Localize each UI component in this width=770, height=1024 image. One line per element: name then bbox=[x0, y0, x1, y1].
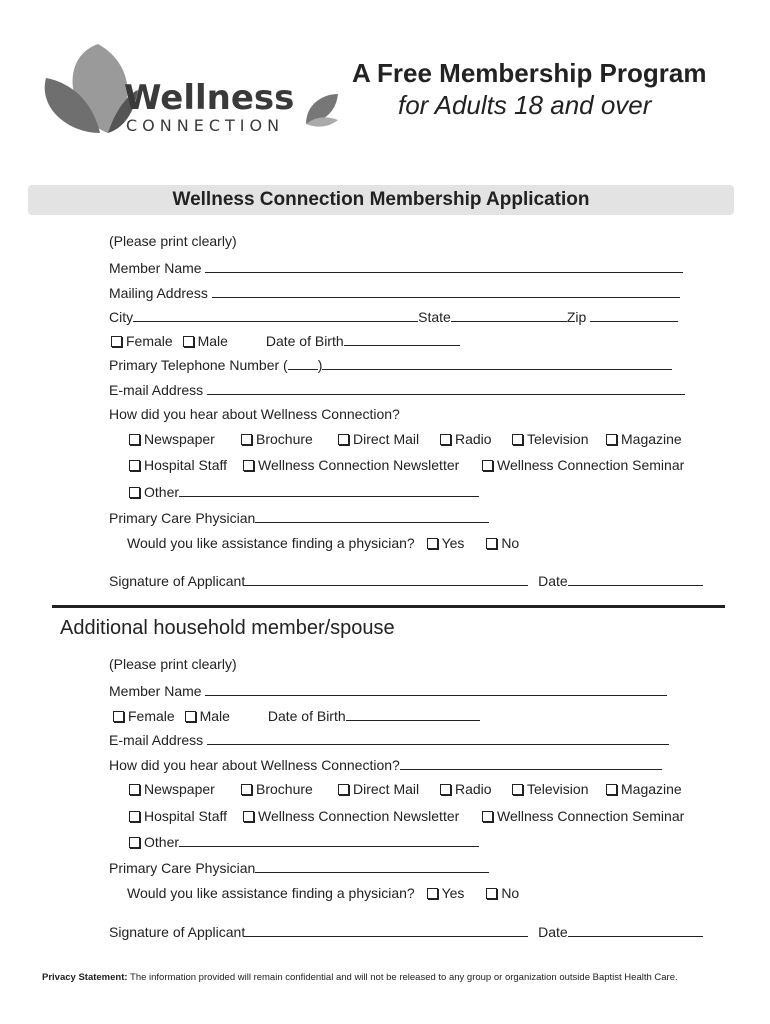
option-label: Other bbox=[144, 834, 180, 850]
physician-field[interactable] bbox=[109, 510, 489, 526]
date-label: Date bbox=[538, 924, 568, 940]
option-label: Brochure bbox=[256, 431, 313, 447]
other-blank[interactable] bbox=[179, 484, 479, 497]
option-label: Brochure bbox=[256, 781, 313, 797]
option-label: Newspaper bbox=[144, 781, 215, 797]
privacy-label: Privacy Statement: bbox=[42, 972, 128, 983]
print-note-2: (Please print clearly) bbox=[109, 656, 237, 672]
other-blank[interactable] bbox=[179, 834, 479, 847]
state-label: State bbox=[418, 309, 451, 325]
checkbox[interactable] bbox=[243, 460, 254, 471]
option-direct-mail[interactable] bbox=[338, 431, 419, 447]
state-blank[interactable] bbox=[451, 309, 567, 322]
assist-label: Would you like assistance finding a physician? bbox=[127, 535, 415, 551]
privacy-text: The information provided will remain confidential and will not be released to any group or organization outside Baptist Health Care. bbox=[130, 972, 678, 983]
female-checkbox[interactable] bbox=[111, 336, 122, 347]
option-newspaper-2[interactable] bbox=[129, 781, 215, 797]
option-seminar[interactable] bbox=[482, 457, 684, 473]
date-blank[interactable] bbox=[568, 573, 703, 586]
checkbox[interactable] bbox=[129, 460, 140, 471]
member-name-label: Member Name bbox=[109, 260, 202, 276]
female-checkbox[interactable] bbox=[113, 711, 124, 722]
option-label: Direct Mail bbox=[353, 431, 420, 447]
male-checkbox[interactable] bbox=[185, 711, 196, 722]
city-label: City bbox=[109, 309, 134, 325]
assist-question-2 bbox=[127, 885, 519, 901]
male-label: Male bbox=[199, 708, 230, 724]
area-code-blank[interactable] bbox=[288, 357, 318, 370]
email-blank[interactable] bbox=[207, 732, 669, 745]
option-label: Wellness Connection Seminar bbox=[497, 457, 685, 473]
hear-label: How did you hear about Wellness Connection? bbox=[109, 757, 400, 773]
option-label: Hospital Staff bbox=[144, 808, 228, 824]
hear-question: How did you hear about Wellness Connection? bbox=[109, 406, 400, 422]
phone-field[interactable] bbox=[109, 357, 672, 373]
option-label: Direct Mail bbox=[353, 781, 420, 797]
member-name-label: Member Name bbox=[109, 683, 202, 699]
checkbox[interactable] bbox=[129, 434, 140, 445]
member-name-blank[interactable] bbox=[205, 260, 683, 273]
option-label: Television bbox=[527, 431, 589, 447]
option-hospital-staff-2[interactable] bbox=[129, 808, 227, 824]
option-label: Magazine bbox=[621, 431, 682, 447]
logo-subtitle: CONNECTION bbox=[126, 116, 285, 135]
option-newspaper[interactable] bbox=[129, 431, 215, 447]
option-magazine-2[interactable] bbox=[606, 781, 682, 797]
checkbox[interactable] bbox=[482, 811, 493, 822]
signature-field[interactable] bbox=[109, 573, 703, 589]
option-seminar-2[interactable] bbox=[482, 808, 684, 824]
form-title: Wellness Connection Membership Application bbox=[172, 189, 590, 210]
yes-label: Yes bbox=[441, 535, 465, 551]
checkbox[interactable] bbox=[512, 784, 523, 795]
option-newsletter-2[interactable] bbox=[243, 808, 459, 824]
email-label: E-mail Address bbox=[109, 382, 204, 398]
phone-close: ) bbox=[317, 357, 323, 373]
zip-label: Zip bbox=[566, 309, 587, 325]
checkbox[interactable] bbox=[241, 784, 252, 795]
assist-question bbox=[127, 535, 519, 551]
option-direct-mail-2[interactable] bbox=[338, 781, 419, 797]
gender-dob-row bbox=[111, 333, 460, 349]
signature-label: Signature of Applicant bbox=[109, 573, 246, 589]
dob-label: Date of Birth bbox=[267, 708, 346, 724]
option-other[interactable] bbox=[129, 484, 479, 500]
yes-checkbox[interactable] bbox=[427, 888, 438, 899]
checkbox[interactable] bbox=[243, 811, 254, 822]
female-label: Female bbox=[126, 333, 173, 349]
zip-blank[interactable] bbox=[590, 309, 678, 322]
phone-blank[interactable] bbox=[322, 357, 672, 370]
checkbox[interactable] bbox=[338, 784, 349, 795]
option-magazine[interactable] bbox=[606, 431, 682, 447]
checkbox[interactable] bbox=[129, 811, 140, 822]
no-checkbox[interactable] bbox=[486, 888, 497, 899]
logo-wordmark: Wellness bbox=[124, 78, 295, 118]
email-label: E-mail Address bbox=[109, 732, 204, 748]
email-blank[interactable] bbox=[207, 382, 685, 395]
option-brochure-2[interactable] bbox=[241, 781, 313, 797]
no-label: No bbox=[501, 535, 520, 551]
mailing-address-blank[interactable] bbox=[212, 285, 680, 298]
option-newsletter[interactable] bbox=[243, 457, 459, 473]
section-divider bbox=[52, 605, 725, 608]
dob-label: Date of Birth bbox=[265, 333, 344, 349]
member-name-field[interactable] bbox=[109, 260, 683, 276]
signature-blank[interactable] bbox=[245, 924, 528, 937]
date-blank[interactable] bbox=[568, 924, 703, 937]
section2-title: Additional household member/spouse bbox=[60, 617, 395, 639]
dob-blank[interactable] bbox=[346, 708, 480, 721]
checkbox[interactable] bbox=[241, 434, 252, 445]
city-blank[interactable] bbox=[133, 309, 418, 322]
checkbox[interactable] bbox=[512, 434, 523, 445]
yes-label: Yes bbox=[441, 885, 465, 901]
option-hospital-staff[interactable] bbox=[129, 457, 227, 473]
dob-blank[interactable] bbox=[344, 333, 460, 346]
checkbox[interactable] bbox=[129, 784, 140, 795]
option-radio[interactable] bbox=[440, 431, 492, 447]
checkbox[interactable] bbox=[440, 434, 451, 445]
checkbox[interactable] bbox=[606, 434, 617, 445]
mailing-address-label: Mailing Address bbox=[109, 285, 208, 301]
yes-checkbox[interactable] bbox=[427, 538, 438, 549]
wellness-connection-logo bbox=[38, 38, 348, 148]
city-state-zip-field[interactable] bbox=[109, 309, 678, 325]
headline-audience: for Adults 18 and over bbox=[398, 90, 652, 120]
checkbox[interactable] bbox=[129, 487, 140, 498]
male-label: Male bbox=[197, 333, 228, 349]
option-label: Radio bbox=[455, 431, 492, 447]
physician-blank[interactable] bbox=[255, 510, 489, 523]
member-name-field-2[interactable] bbox=[109, 683, 667, 699]
physician-field-2[interactable] bbox=[109, 860, 489, 876]
signature-label: Signature of Applicant bbox=[109, 924, 246, 940]
gender-dob-row-2 bbox=[113, 708, 480, 724]
checkbox[interactable] bbox=[440, 784, 451, 795]
no-label: No bbox=[501, 885, 520, 901]
email-field[interactable] bbox=[109, 382, 685, 398]
signature-field-2[interactable] bbox=[109, 924, 703, 940]
hear-question-2 bbox=[109, 757, 662, 773]
member-name-blank[interactable] bbox=[205, 683, 667, 696]
option-television[interactable] bbox=[512, 431, 588, 447]
email-field-2[interactable] bbox=[109, 732, 669, 748]
option-label: Wellness Connection Newsletter bbox=[258, 808, 460, 824]
physician-blank[interactable] bbox=[255, 860, 489, 873]
option-label: Other bbox=[144, 484, 180, 500]
physician-label: Primary Care Physician bbox=[109, 510, 256, 526]
male-checkbox[interactable] bbox=[183, 336, 194, 347]
physician-label: Primary Care Physician bbox=[109, 860, 256, 876]
phone-label: Primary Telephone Number ( bbox=[109, 357, 288, 373]
mailing-address-field[interactable] bbox=[109, 285, 680, 301]
option-radio-2[interactable] bbox=[440, 781, 492, 797]
checkbox[interactable] bbox=[606, 784, 617, 795]
checkbox[interactable] bbox=[482, 460, 493, 471]
option-label: Wellness Connection Newsletter bbox=[258, 457, 460, 473]
option-brochure[interactable] bbox=[241, 431, 313, 447]
print-note: (Please print clearly) bbox=[109, 233, 237, 249]
option-television-2[interactable] bbox=[512, 781, 588, 797]
headline-program: A Free Membership Program bbox=[352, 58, 707, 88]
female-label: Female bbox=[128, 708, 175, 724]
hear-blank[interactable] bbox=[400, 757, 662, 770]
option-label: Newspaper bbox=[144, 431, 215, 447]
option-other-2[interactable] bbox=[129, 834, 479, 850]
option-label: Hospital Staff bbox=[144, 457, 228, 473]
no-checkbox[interactable] bbox=[486, 538, 497, 549]
checkbox[interactable] bbox=[338, 434, 349, 445]
option-label: Radio bbox=[455, 781, 492, 797]
option-label: Television bbox=[527, 781, 589, 797]
option-label: Wellness Connection Seminar bbox=[497, 808, 685, 824]
privacy-statement bbox=[42, 972, 678, 983]
signature-blank[interactable] bbox=[245, 573, 528, 586]
date-label: Date bbox=[538, 573, 568, 589]
assist-label: Would you like assistance finding a physician? bbox=[127, 885, 415, 901]
checkbox[interactable] bbox=[129, 837, 140, 848]
option-label: Magazine bbox=[621, 781, 682, 797]
